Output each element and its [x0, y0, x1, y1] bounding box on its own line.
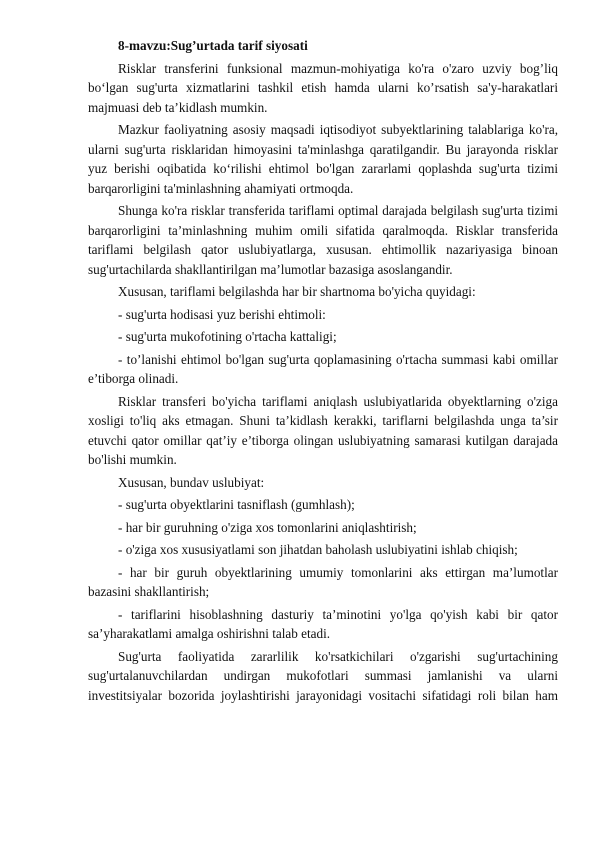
list-item-database: - har bir guruh obyektlarining umumiy tomonlarini aks ettirgan ma’lumotlar bazasini shakllantirish;	[88, 564, 558, 599]
paragraph-tariff-factors-intro: Xususan, tariflami belgilashda har bir shartnoma bo'yicha quyidagi:	[118, 284, 476, 299]
paragraph-methodology-intro: Xususan, bundav uslubiyat:	[118, 474, 265, 490]
list-item-software: - tariflarini hisoblashning dasturiy ta’minotini yo'lga qo'yish kabi bir qator sa’yharakatlami amalga oshirishni talab etadi.	[88, 606, 558, 641]
list-item-group-specifics: - har bir guruhning o'ziga xos tomonlarini aniqlashtirish;	[118, 519, 417, 535]
list-item-classification: - sug'urta obyektlarini tasniflash (gumhlash);	[118, 497, 355, 512]
paragraph-activity-purpose: Mazkur faoliyatning asosiy maqsadi iqtisodiyot subyektlarining talablariga ko'ra, ularni sug'urta risklaridan himoyasini ta'minlashga qaratilgandir. Bu jarayonda risklar yuz berishi oqibatida ko‘rilishi ehtimol bo'lgan zararlami qoplashda sug'urta tizimi barqarorligini ta'minlashning ahamiyati ortmoqda.	[88, 122, 558, 196]
paragraph-loss-ratio: Sug'urta faoliyatida zararlilik ko'rsatkichilari o'zgarishi sug'urtachining sug'urtalanuvchilardan undirgan mukofotlari summasi jamlanishi va ularni investitsiyalar bozorida joylashtirishi jarayonidagi vositachi sifatidagi roli bilan ham	[88, 648, 558, 703]
list-item-average-coverage: - to’lanishi ehtimol bo'lgan sug'urta qoplamasining o'rtacha summasi kabi omillar e’tiborga olinadi.	[88, 351, 558, 386]
list-item-quantitative-assessment: - o'ziga xos xususiyatlami son jihatdan baholash uslubiyatini ishlab chiqish;	[118, 542, 518, 557]
paragraph-risk-transfer-definition: Risklar transferini funksional mazmun-mohiyatiga ko'ra o'zaro uzviy bog’liq bo‘lgan sug'urta xizmatlarini tashkil etish hamda ularni ko’rsatish sa'y-harakatlari majmuasi deb ta’kidlash mumkin.	[88, 60, 558, 115]
document-page	[88, 36, 558, 708]
list-item-average-premium: - sug'urta mukofotining o'rtacha kattaligi;	[118, 329, 337, 344]
paragraph-tariff-optimal-level: Shunga ko'ra risklar transferida tariflami optimal darajada belgilash sug'urta tizimi barqarorligini ta’minlashning muhim omili sifatida qaralmoqda. Risklar transferida tariflami belgilash qator uslubiyatlarga, xususan. ehtimollik nazariyasiga binoan sug'urtachilarda shakllantirilgan ma’lumotlar bazasiga asoslangandir.	[88, 203, 558, 277]
list-item-event-probability: - sug'urta hodisasi yuz berishi ehtimoli:	[118, 306, 326, 322]
topic-title: 8-mavzu:Sug’urtada tarif siyosati	[118, 38, 308, 53]
paragraph-methodology-gaps: Risklar transferi bo'yicha tariflami aniqlash uslubiyatlarida obyektlarning o'ziga xosligi to'liq aks etmagan. Shuni ta’kidlash kerakki, tariflarni belgilashda unga ta’sir etuvchi qator omillar qat’iy e’tiborga olingan uslubiyatning samarasi kutilgan darajada bo'lishi mumkin.	[88, 393, 558, 467]
